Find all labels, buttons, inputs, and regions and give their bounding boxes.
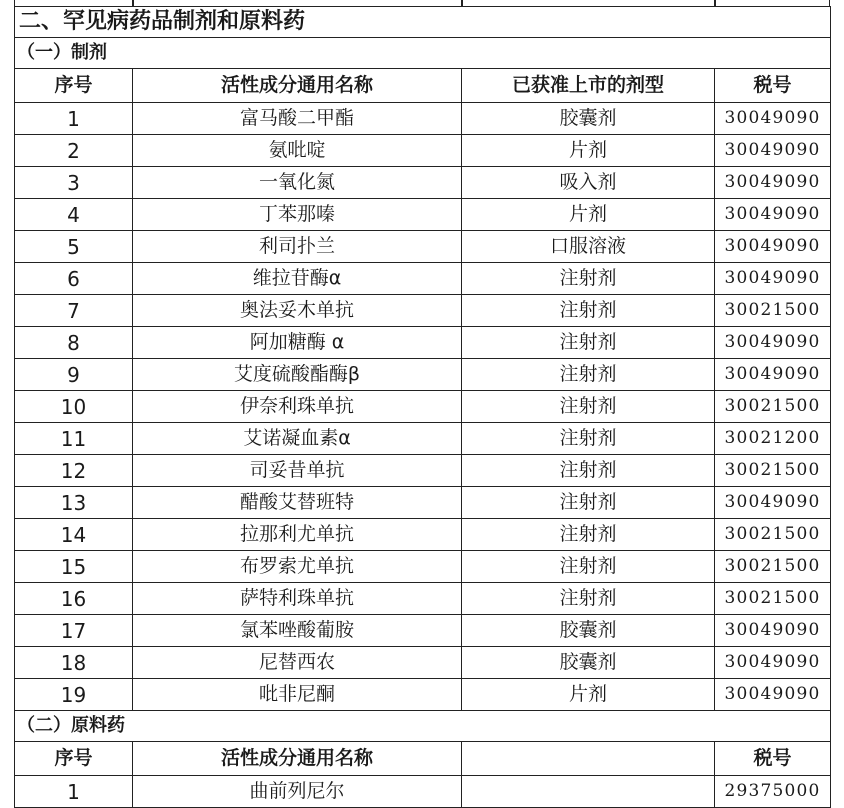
tariff-code: 30049090 <box>715 135 831 167</box>
ingredient-name: 尼替西农 <box>133 647 462 679</box>
dosage-form <box>462 776 715 808</box>
dosage-form: 注射剂 <box>462 551 715 583</box>
row-number: 15 <box>15 551 133 583</box>
document-page <box>14 0 830 805</box>
ingredient-name: 醋酸艾替班特 <box>133 487 462 519</box>
table-row <box>15 263 831 295</box>
table-row <box>15 327 831 359</box>
header-tariff-code: 税号 <box>715 69 831 103</box>
ingredient-name: 伊奈利珠单抗 <box>133 391 462 423</box>
row-number: 8 <box>15 327 133 359</box>
tariff-code: 30021500 <box>715 551 831 583</box>
drug-table <box>14 6 831 808</box>
ingredient-name: 司妥昔单抗 <box>133 455 462 487</box>
row-number: 6 <box>15 263 133 295</box>
dosage-form: 注射剂 <box>462 455 715 487</box>
tariff-code: 30049090 <box>715 647 831 679</box>
row-number: 16 <box>15 583 133 615</box>
tariff-code: 30049090 <box>715 167 831 199</box>
row-number: 12 <box>15 455 133 487</box>
row-number: 2 <box>15 135 133 167</box>
tariff-code: 30049090 <box>715 359 831 391</box>
header-seq: 序号 <box>15 69 133 103</box>
row-number: 18 <box>15 647 133 679</box>
row-number: 5 <box>15 231 133 263</box>
tariff-code: 30021500 <box>715 455 831 487</box>
dosage-form: 注射剂 <box>462 487 715 519</box>
tariff-code: 30049090 <box>715 615 831 647</box>
table-row <box>15 455 831 487</box>
table-row <box>15 487 831 519</box>
dosage-form: 胶囊剂 <box>462 103 715 135</box>
ingredient-name: 氯苯唑酸葡胺 <box>133 615 462 647</box>
ingredient-name: 艾诺凝血素α <box>133 423 462 455</box>
subsection-title: （一）制剂 <box>15 38 831 69</box>
table-row <box>15 103 831 135</box>
row-number: 4 <box>15 199 133 231</box>
ingredient-name: 吡非尼酮 <box>133 679 462 711</box>
dosage-form: 注射剂 <box>462 423 715 455</box>
table-row <box>15 615 831 647</box>
ingredient-name: 奥法妥木单抗 <box>133 295 462 327</box>
tariff-code: 30049090 <box>715 487 831 519</box>
ingredient-name: 维拉苷酶α <box>133 263 462 295</box>
dosage-form: 注射剂 <box>462 391 715 423</box>
ingredient-name: 丁苯那嗪 <box>133 199 462 231</box>
dosage-form: 注射剂 <box>462 295 715 327</box>
table-row <box>15 231 831 263</box>
table-row <box>15 295 831 327</box>
tariff-code: 30049090 <box>715 231 831 263</box>
dosage-form: 注射剂 <box>462 359 715 391</box>
row-number: 3 <box>15 167 133 199</box>
row-number: 17 <box>15 615 133 647</box>
tariff-code: 30021500 <box>715 519 831 551</box>
header-seq: 序号 <box>15 742 133 776</box>
table-row <box>15 167 831 199</box>
table-row <box>15 776 831 808</box>
table-row <box>15 135 831 167</box>
dosage-form: 胶囊剂 <box>462 647 715 679</box>
tariff-code: 30021500 <box>715 391 831 423</box>
table-row <box>15 359 831 391</box>
row-number: 7 <box>15 295 133 327</box>
tariff-code: 30049090 <box>715 263 831 295</box>
dosage-form: 片剂 <box>462 135 715 167</box>
table-row <box>15 647 831 679</box>
ingredient-name: 氨吡啶 <box>133 135 462 167</box>
ingredient-name: 阿加糖酶 α <box>133 327 462 359</box>
tariff-code: 30021500 <box>715 295 831 327</box>
row-number: 13 <box>15 487 133 519</box>
tariff-code: 30049090 <box>715 199 831 231</box>
dosage-form: 口服溶液 <box>462 231 715 263</box>
ingredient-name: 一氧化氮 <box>133 167 462 199</box>
table-row <box>15 583 831 615</box>
table-row <box>15 679 831 711</box>
row-number: 9 <box>15 359 133 391</box>
tariff-code: 30021500 <box>715 583 831 615</box>
tariff-code: 30049090 <box>715 327 831 359</box>
header-dosage-form <box>462 742 715 776</box>
dosage-form: 注射剂 <box>462 583 715 615</box>
table-row <box>15 199 831 231</box>
dosage-form: 片剂 <box>462 199 715 231</box>
header-dosage-form: 已获准上市的剂型 <box>462 69 715 103</box>
table-row <box>15 391 831 423</box>
tariff-code: 29375000 <box>715 776 831 808</box>
row-number: 1 <box>15 776 133 808</box>
dosage-form: 胶囊剂 <box>462 615 715 647</box>
tariff-code: 30049090 <box>715 679 831 711</box>
row-number: 10 <box>15 391 133 423</box>
header-ingredient-name: 活性成分通用名称 <box>133 69 462 103</box>
ingredient-name: 富马酸二甲酯 <box>133 103 462 135</box>
dosage-form: 吸入剂 <box>462 167 715 199</box>
ingredient-name: 布罗索尤单抗 <box>133 551 462 583</box>
ingredient-name: 萨特利珠单抗 <box>133 583 462 615</box>
ingredient-name: 曲前列尼尔 <box>133 776 462 808</box>
section-title: 二、罕见病药品制剂和原料药 <box>15 7 831 38</box>
dosage-form: 片剂 <box>462 679 715 711</box>
row-number: 1 <box>15 103 133 135</box>
tariff-code: 30021200 <box>715 423 831 455</box>
ingredient-name: 拉那利尤单抗 <box>133 519 462 551</box>
dosage-form: 注射剂 <box>462 263 715 295</box>
row-number: 14 <box>15 519 133 551</box>
dosage-form: 注射剂 <box>462 519 715 551</box>
subsection-title: （二）原料药 <box>15 711 831 742</box>
table-row <box>15 551 831 583</box>
table-row <box>15 519 831 551</box>
ingredient-name: 利司扑兰 <box>133 231 462 263</box>
table-row <box>15 423 831 455</box>
header-ingredient-name: 活性成分通用名称 <box>133 742 462 776</box>
row-number: 11 <box>15 423 133 455</box>
row-number: 19 <box>15 679 133 711</box>
ingredient-name: 艾度硫酸酯酶β <box>133 359 462 391</box>
dosage-form: 注射剂 <box>462 327 715 359</box>
header-tariff-code: 税号 <box>715 742 831 776</box>
tariff-code: 30049090 <box>715 103 831 135</box>
